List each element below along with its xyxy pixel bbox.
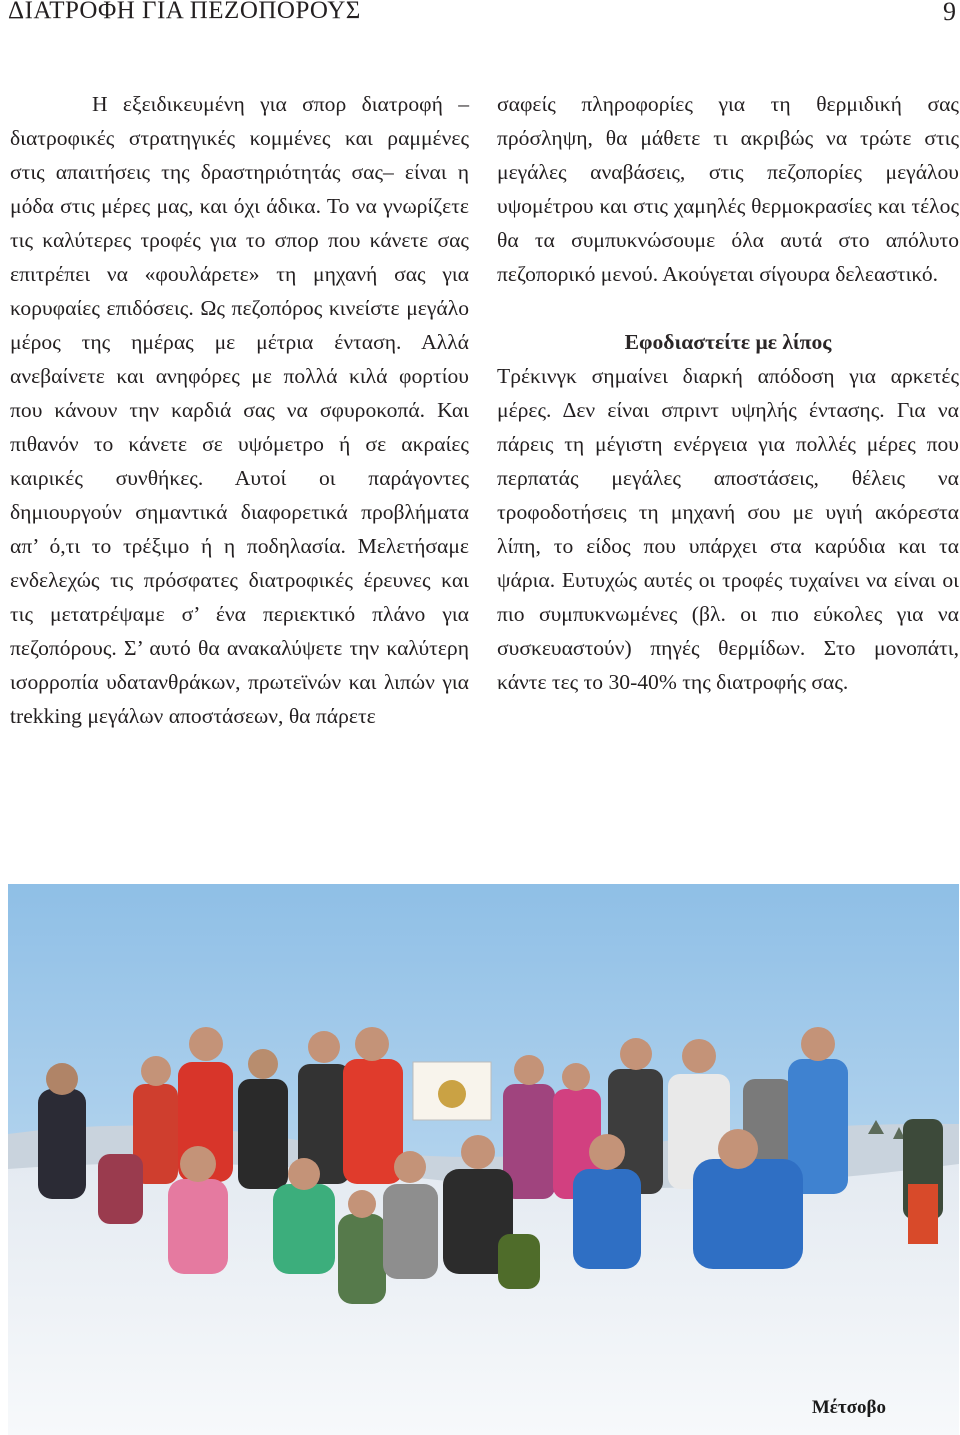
page-number: 9 [943, 0, 956, 26]
section-subheading: Εφοδιαστείτε με λίπος [624, 330, 832, 354]
group-photo [8, 884, 959, 1435]
intro-paragraph-continued: σαφείς πληροφορίες για τη θερμιδική σας πρόσληψη, θα μάθετε τι ακριβώς να τρώτε στις μεγάλες αναβάσεις, στις πεζοπορίες μεγάλου υψομέτρου και στις χαμηλές θερμοκρασίες και τέλος θα τα συμπυκνώσουμε όλα αυτά στο απόλυτο πεζοπορικό μενού. Ακούγεται σίγουρα δελεαστικό. [497, 92, 959, 286]
fat-paragraph: Τρέκινγκ σημαίνει διαρκή απόδοση για αρκετές μέρες. Δεν είναι σπριντ υψηλής έντασης. Για να πάρεις τη μέγιστη ενέργεια για πολλές μέρες που περπατάς μεγάλες αποστάσεις, θέλεις να τροφοδοτήσεις τη μηχανή σου με υγιή ακόρεστα λίπη, το είδος που υπάρχει στα καρύδια και τα ψάρια. Ευτυχώς αυτές οι τροφές τυχαίνει να είναι οι πιο συμπυκνωμένες (βλ. οι πιο εύκολες για να συσκευαστούν) πηγές θερμίδων. Στο μονοπάτι, κάντε τες το 30-40% της διατροφής σας. [497, 364, 959, 694]
header-title: ΔΙΑΤΡΟΦΗ ΓΙΑ ΠΕΖΟΠΟΡΟΥΣ [8, 0, 361, 24]
page-header [8, 0, 958, 30]
intro-paragraph: Η εξειδικευμένη για σπορ διατροφή –διατροφικές στρατηγικές κομμένες και ραμμένες στις απαιτήσεις της δραστηριότητάς σας– είναι η μόδα στις μέρες μας, και όχι άδικα. Το να γνωρίζετε τις καλύτερες τροφές για το σπορ που κάνετε σας επιτρέπει να «φουλάρετε» τη μηχανή σας για κορυφαίες επιδόσεις. Ως πεζοπόρος κινείστε μεγάλο μέρος της ημέρας με μέτρια ένταση. Αλλά ανεβαίνετε και ανηφόρες με πολλά κιλά φορτίου που κάνουν την καρδιά σας να σφυροκοπά. Και πιθανόν το κάνετε σε υψόμετρο ή σε ακραίες καιρικές συνθήκες. Αυτοί οι παράγοντες δημιουργούν σημαντικά διαφορετικά προβλήματα απ’ ό,τι το τρέξιμο ή η ποδηλασία. Μελετήσαμε ενδελεχώς τις πρόσφατες διατροφικές έρευνες και τις μετατρέψαμε σ’ ένα περιεκτικό πλάνο για πεζοπόρους. Σ’ αυτό θα ανακαλύψετε την καλύτερη ισορροπία υδατανθράκων, πρωτεϊνών και λιπών για trekking μεγάλων αποστάσεων, θα πάρετε [10, 92, 469, 728]
group-photo-illustration [8, 884, 959, 1435]
right-column [497, 87, 959, 699]
left-column [10, 87, 469, 733]
photo-caption: Μέτσοβο [811, 1397, 886, 1418]
